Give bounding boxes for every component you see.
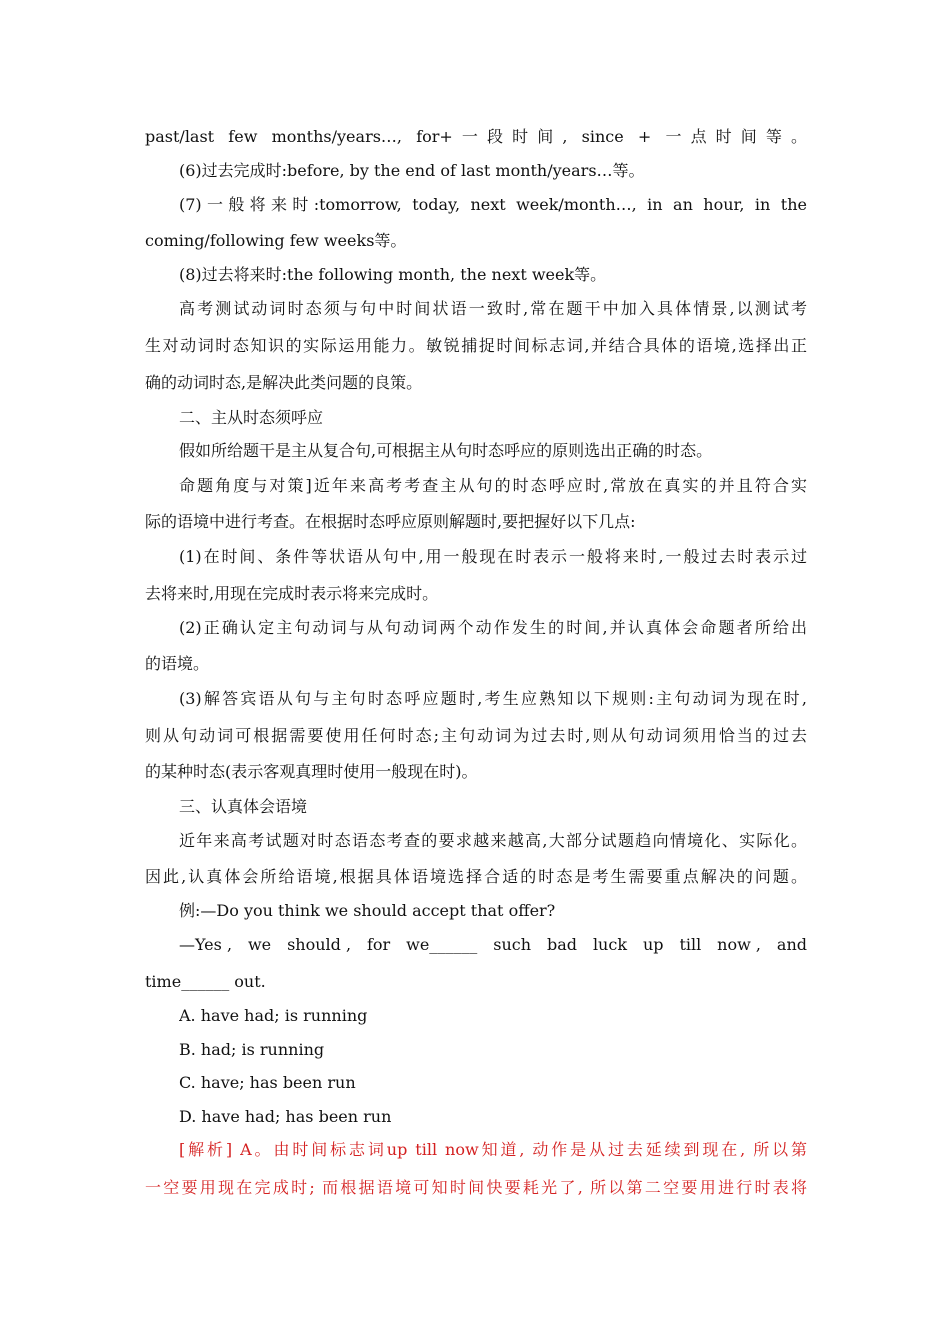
word: such xyxy=(493,935,532,954)
section-heading: 二、主从时态须呼应 xyxy=(179,408,324,427)
text-line: (2)正确认定主句动词与从句动词两个动作发生的时间,并认真体会命题者所给出 xyxy=(179,618,807,637)
text-line: 则从句动词可根据需要使用任何时态;主句动词为过去时,则从句动词须用恰当的过去 xyxy=(145,726,807,745)
option-d: D. have had; has been run xyxy=(179,1107,392,1126)
analysis-line: [解析] A。由时间标志词up till now知道, 动作是从过去延续到现在, 所以第 xyxy=(179,1140,807,1159)
text-line: 生对动词时态知识的实际运用能力。敏锐捕捉时间标志词,并结合具体的语境,选择出正 xyxy=(145,336,807,355)
text-line: 假如所给题干是主从复合句,可根据主从句时态呼应的原则选出正确的时态。 xyxy=(179,441,713,460)
word-blank: we______ xyxy=(406,935,478,954)
example-answer-line xyxy=(179,935,807,955)
word: for xyxy=(367,935,391,954)
option-c: C. have; has been run xyxy=(179,1073,356,1092)
word: —Yes , xyxy=(179,935,233,954)
text-line: 高考测试动词时态须与句中时间状语一致时,常在题干中加入具体情景,以测试考 xyxy=(179,299,807,318)
word: now , xyxy=(717,935,761,954)
example-answer-continuation: time______ out. xyxy=(145,972,266,991)
word: bad xyxy=(546,935,577,954)
text-line: (7)一般将来时:tomorrow, today, next week/month…, in an hour, in the xyxy=(179,195,807,214)
text-line: 去将来时,用现在完成时表示将来完成时。 xyxy=(145,584,439,603)
text-line: 近年来高考试题对时态语态考查的要求越来越高,大部分试题趋向情境化、实际化。 xyxy=(179,831,807,850)
analysis-line: 一空要用现在完成时; 而根据语境可知时间快要耗光了, 所以第二空要用进行时表将 xyxy=(145,1178,807,1197)
text-line: 的某种时态(表示客观真理时使用一般现在时)。 xyxy=(145,762,478,781)
text-line: 确的动词时态,是解决此类问题的良策。 xyxy=(145,373,423,392)
word: should , xyxy=(287,935,352,954)
word: we xyxy=(247,935,272,954)
text-line: (6)过去完成时:before, by the end of last month/years…等。 xyxy=(179,161,645,180)
text-line: 命题角度与对策]近年来高考考查主从句的时态呼应时,常放在真实的并且符合实 xyxy=(179,476,807,495)
example-question: 例:—Do you think we should accept that offer? xyxy=(179,901,556,920)
text-line: 因此,认真体会所给语境,根据具体语境选择合适的时态是考生需要重点解决的问题。 xyxy=(145,867,807,886)
text-line: (1)在时间、条件等状语从句中,用一般现在时表示一般将来时,一般过去时表示过 xyxy=(179,547,807,566)
word: till xyxy=(679,935,702,954)
option-a: A. have had; is running xyxy=(179,1006,368,1025)
option-b: B. had; is running xyxy=(179,1040,325,1059)
text-line: (8)过去将来时:the following month, the next week等。 xyxy=(179,265,607,284)
word: and xyxy=(776,935,807,954)
text-line: coming/following few weeks等。 xyxy=(145,231,407,250)
text-line: 际的语境中进行考查。在根据时态呼应原则解题时,要把握好以下几点: xyxy=(145,512,636,531)
text-line: past/last few months/years…, for+一段时间, since + 一点时间等。 xyxy=(145,127,807,146)
text-line: (3)解答宾语从句与主句时态呼应题时,考生应熟知以下规则:主句动词为现在时, xyxy=(179,689,807,708)
word: luck xyxy=(592,935,628,954)
word: up xyxy=(642,935,664,954)
text-line: 的语境。 xyxy=(145,654,210,673)
section-heading: 三、认真体会语境 xyxy=(179,797,308,816)
